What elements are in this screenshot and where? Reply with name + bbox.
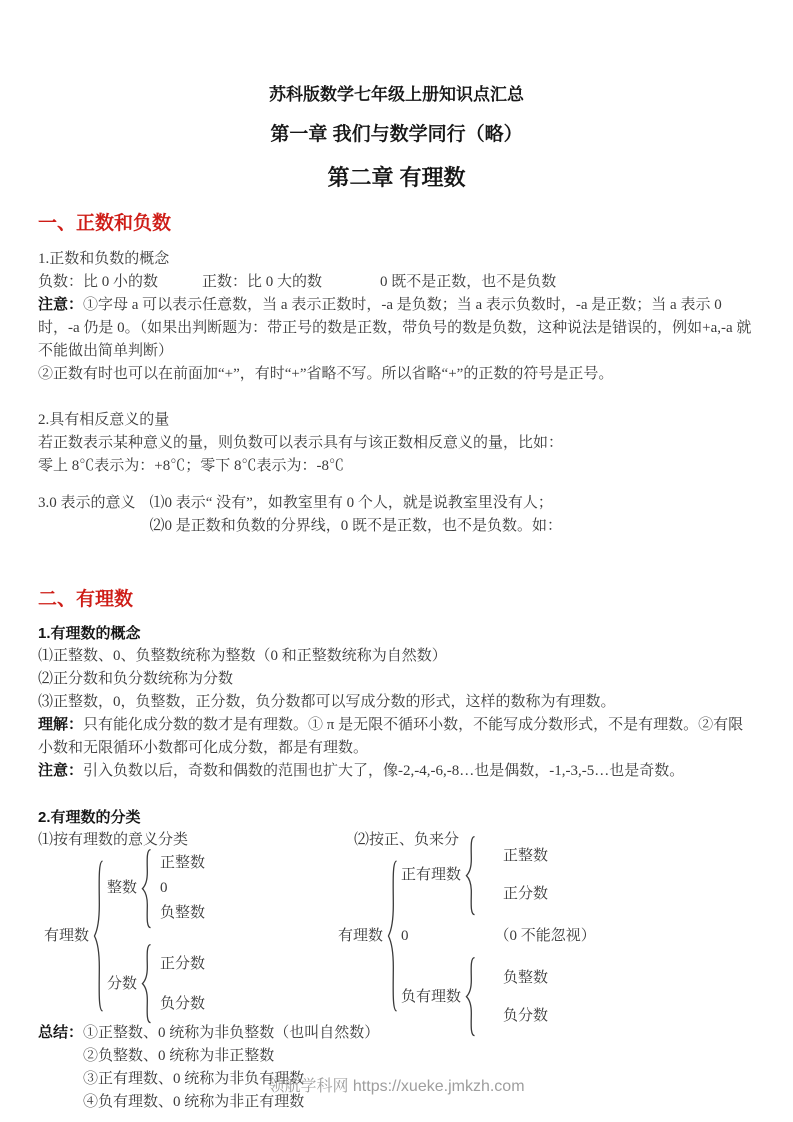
tree2-zero-note: （0 不能忽视）: [494, 928, 596, 944]
classification-trees: [38, 848, 755, 1024]
classify-by-meaning-label: ⑴按有理数的意义分类: [38, 832, 189, 848]
tree2-leaf: 正整数: [503, 848, 549, 865]
zero-meaning-item1: ⑴0 表示“ 没有”，如教室里有 0 个人，就是说教室里没有人；: [149, 495, 553, 511]
s1-concept-title: 1.正数和负数的概念: [38, 251, 170, 267]
tree2-leaf: 正分数: [503, 886, 549, 903]
section2-heading: 二、有理数: [38, 589, 134, 610]
negative-definition: 负数：比 0 小的数: [38, 274, 159, 290]
tree2-zero: 0: [401, 928, 409, 944]
s1-opposite-title: 2.具有相反意义的量: [38, 412, 170, 428]
brace-icon: [140, 943, 153, 1024]
brace-icon: [386, 858, 399, 1014]
summary-block: [38, 1022, 755, 1114]
tree1-root-label: 有理数: [44, 928, 90, 944]
tree2-zero-row: [401, 924, 596, 948]
zero-definition: 0 既不是正数，也不是负数: [380, 274, 557, 290]
summary-item: ②负整数、0 统称为非正整数: [83, 1048, 275, 1064]
zero-meaning-item2: ⑵0 是正数和负数的分界线，0 既不是正数，也不是负数。如：: [149, 518, 563, 534]
zero-meaning-items: [150, 492, 563, 538]
summary-item: ③正有理数、0 统称为非负有理数: [83, 1071, 305, 1087]
tree1-leaf: 正分数: [160, 955, 206, 972]
s1-note-paragraph: [38, 294, 755, 363]
s1-definitions: [38, 271, 755, 294]
brace-icon: [464, 956, 477, 1037]
s1-opposite-example: 零上 8℃表示为：+8℃；零下 8℃表示为：-8℃: [38, 458, 344, 474]
summary-label: 总结：: [38, 1025, 84, 1041]
tree1-leaf: 负整数: [160, 905, 206, 922]
footer-watermark: 领航学科网 https://xueke.jmkzh.com: [268, 1078, 525, 1095]
blank-line: [38, 783, 755, 806]
summary-item: ①正整数、0 统称为非负整数（也叫自然数）: [83, 1025, 380, 1041]
understand-label: 理解：: [38, 717, 84, 733]
s1-note2-paragraph: ②正数有时也可以在前面加“+”，有时“+”省略不写。所以省略“+”的正数的符号是正号。: [38, 366, 614, 382]
note-text: ①字母 a 可以表示任意数，当 a 表示正数时，-a 是负数；当 a 表示负数时，-a 是正数；当 a 表示 0 时，-a 仍是 0。（如果出判断题为：带正号的数是正数，带负号的数是负数，这种说法是错误的，例如+a,-a 就不能做出简单判断）: [38, 297, 752, 359]
tree1-leaf: 正整数: [160, 855, 206, 872]
tree2-leaf: 负整数: [503, 969, 549, 986]
understand-text: 只有能化成分数的数才是有理数。① π 是无限不循环小数，不能写成分数形式，不是有理数。②有限小数和无限循环小数都可化成分数，都是有理数。: [38, 717, 744, 756]
tree-by-sign: [338, 848, 755, 1024]
note-label: 注意：: [38, 297, 84, 313]
tree1-integer-label: 整数: [107, 880, 138, 897]
positive-definition: 正数：比 0 大的数: [202, 274, 323, 290]
s2-understand-paragraph: [38, 714, 755, 760]
tree2-leaf: 负分数: [503, 1007, 549, 1024]
tree2-root-label: 有理数: [338, 928, 384, 944]
s2-classify-title: 2.有理数的分类: [38, 809, 141, 826]
brace-icon: [140, 848, 153, 929]
tree-by-meaning: [38, 855, 338, 1014]
brace-icon: [92, 858, 105, 1014]
summary-item: ④负有理数、0 统称为非正有理数: [83, 1094, 305, 1110]
tree2-positive-label: 正有理数: [401, 867, 462, 884]
note-label: 注意：: [38, 763, 84, 779]
chapter2-title: 第二章 有理数: [327, 165, 466, 190]
section1-heading: 一、正数和负数: [38, 213, 172, 234]
s2-concept-item1: ⑴正整数、0、负整数统称为整数（0 和正整数统称为自然数）: [38, 648, 447, 664]
blank-line: [38, 386, 755, 409]
s2-concept-item3: ⑶正整数，0，负整数，正分数，负分数都可以写成分数的形式，这样的数称为有理数。: [38, 694, 616, 710]
zero-meaning-title: 3.0 表示的意义: [38, 495, 136, 511]
chapter1-title: 第一章 我们与数学同行（略）: [270, 124, 523, 145]
note-text: 引入负数以后，奇数和偶数的范围也扩大了，像-2,-4,-6,-8…也是偶数，-1,-3,-5…也是奇数。: [83, 763, 685, 779]
doc-main-title: 苏科版数学七年级上册知识点汇总: [269, 85, 524, 104]
s1-opposite-text: 若正数表示某种意义的量，则负数可以表示具有与该正数相反意义的量，比如：: [38, 435, 564, 451]
brace-icon: [464, 835, 477, 916]
summary-items: [83, 1022, 379, 1114]
s1-zero-meaning-block: [38, 492, 755, 538]
tree1-leaf: 负分数: [160, 995, 206, 1012]
s2-note-paragraph: [38, 760, 755, 783]
tree1-fraction-label: 分数: [107, 975, 138, 992]
tree2-negative-label: 负有理数: [401, 988, 462, 1005]
s2-concept-item2: ⑵正分数和负分数统称为分数: [38, 671, 234, 687]
classify-by-sign-label: ⑵按正、负来分: [354, 832, 460, 848]
tree1-leaf: 0: [160, 880, 168, 897]
s2-concept-title: 1.有理数的概念: [38, 625, 141, 642]
